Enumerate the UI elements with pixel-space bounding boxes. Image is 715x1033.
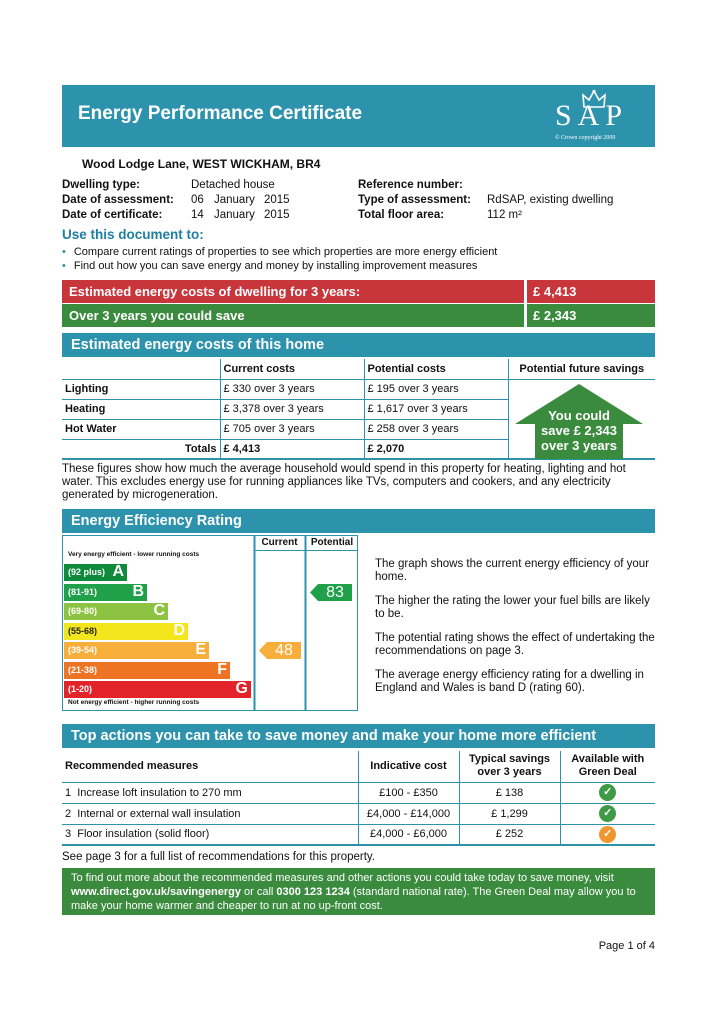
rating-band-g (64, 681, 251, 698)
totals-row: Totals £ 4,413 £ 2,070 (62, 439, 655, 459)
rating-band-a (64, 564, 127, 581)
sap-logo (551, 89, 641, 143)
col-current-costs: Current costs (220, 359, 364, 379)
rating-band-c (64, 603, 168, 620)
dwelling-type-label: Dwelling type: (62, 179, 140, 191)
current-rating-value: 48 (275, 642, 293, 659)
actions-table (62, 751, 655, 846)
col-typical-savings: Typical savings over 3 years (459, 751, 560, 782)
phone-number: 0300 123 1234 (276, 886, 350, 898)
band-range: (39-54) (68, 645, 98, 655)
savings-arrow: You could save £ 2,343 over 3 years (515, 384, 643, 459)
bullet-item: • Compare current ratings of properties to see which properties are more energy efficient (62, 246, 498, 258)
dwelling-type-value: Detached house (191, 179, 275, 191)
band-range: (81-91) (68, 586, 98, 597)
rating-band-e (64, 642, 209, 659)
certificate-date-label: Date of certificate: (62, 209, 163, 221)
bullet-icon: • (62, 246, 66, 258)
certificate-day: 14 (191, 209, 204, 221)
actions-section-title: Top actions you can take to save money and make your home more efficient (62, 724, 655, 748)
rating-text-1: The graph shows the current energy efficiency of your home. (375, 558, 650, 583)
rating-text-2: The higher the rating the lower your fuel bills are likely to be. (375, 595, 650, 620)
rating-bottom-note: Not energy efficient - higher running costs (68, 699, 200, 706)
current-rating-arrow (259, 642, 301, 659)
address: Wood Lodge Lane, WEST WICKHAM, BR4 (82, 157, 321, 171)
band-letter: G (235, 680, 248, 697)
cost-summary-bar (62, 280, 655, 303)
use-document-title: Use this document to: (62, 227, 204, 242)
rating-section-title: Energy Efficiency Rating (62, 509, 655, 533)
table-row: 3 Floor insulation (solid floor) £4,000 - £6,000 £ 252 ✓ (62, 824, 655, 845)
actions-footnote: See page 3 for a full list of recommendations for this property. (62, 851, 375, 863)
page-title: Energy Performance Certificate (78, 103, 363, 124)
bullet-item: • Find out how you can save energy and money by installing improvement measures (62, 260, 478, 272)
certificate-month: January (214, 209, 255, 221)
costs-section-title: Estimated energy costs of this home (62, 333, 655, 357)
certificate-year: 2015 (264, 209, 290, 221)
cost-summary-label: Estimated energy costs of dwelling for 3 years: (62, 280, 524, 303)
cost-summary-value: £ 4,413 (527, 280, 655, 303)
band-range: (69-80) (68, 606, 98, 616)
band-letter: C (153, 602, 165, 619)
assessment-type-value: RdSAP, existing dwelling (487, 194, 614, 206)
floor-area-value: 112 m² (487, 209, 522, 221)
save-summary-value: £ 2,343 (527, 304, 655, 327)
rating-col-current: Current (261, 537, 298, 548)
col-measures: Recommended measures (65, 760, 199, 773)
band-range: (21-38) (68, 664, 98, 675)
rating-band-d (64, 623, 188, 640)
assessment-day: 06 (191, 194, 204, 206)
header-bar (62, 85, 655, 147)
rating-text-4: The average energy efficiency rating for a dwelling in England and Wales is band D (rating 60). (375, 669, 644, 694)
table-row: Lighting £ 330 over 3 years £ 195 over 3 years (62, 379, 655, 399)
table-row: Heating £ 3,378 over 3 years £ 1,617 over 3 years (62, 399, 655, 419)
check-icon: ✓ (599, 805, 616, 822)
table-row: Hot Water £ 705 over 3 years £ 258 over 3 years (62, 419, 655, 439)
band-range: (1-20) (68, 684, 93, 694)
col-potential-costs: Potential costs (364, 359, 508, 379)
assessment-date-label: Date of assessment: (62, 194, 174, 206)
assessment-year: 2015 (264, 194, 290, 206)
sap-logo-text: SAP (555, 99, 629, 132)
bullet-icon: • (62, 260, 66, 272)
info-box: To find out more about the recommended measures and other actions you could take today to save money, visit www.direct.gov.uk/savingenergy or call 0300 123 1234 (standard national rate). The Green Deal may allow you to make your home warmer and cheaper to run at no up-front cost. (62, 868, 655, 915)
rating-text-3: The potential rating shows the effect of undertaking the recommendations on page 3. (375, 632, 655, 657)
rating-col-potential: Potential (310, 537, 354, 548)
floor-area-label: Total floor area: (358, 209, 445, 221)
costs-note: These figures show how much the average household would spend in this property for heating, lighting and hot water. This excludes energy use for running appliances like TVs, computers and cookers, and any electricity generated by microgeneration. (62, 463, 626, 501)
potential-rating-value: 83 (326, 583, 344, 601)
page-number: Page 1 of 4 (598, 940, 655, 952)
check-icon: ✓ (599, 784, 616, 801)
band-letter: A (112, 563, 124, 580)
band-letter: D (173, 621, 185, 639)
col-green-deal: Available with Green Deal (560, 751, 655, 782)
table-row: 1 Increase loft insulation to 270 mm £100 - £350 £ 138 ✓ (62, 782, 655, 803)
reference-label: Reference number: (358, 179, 463, 191)
band-range: (55-68) (68, 625, 98, 636)
rating-top-note: Very energy efficient - lower running costs (68, 551, 200, 558)
col-indicative-cost: Indicative cost (358, 751, 459, 782)
save-summary-bar (62, 304, 655, 327)
rating-band-b (64, 584, 147, 601)
assessment-month: January (214, 194, 255, 206)
check-icon: ✓ (599, 826, 616, 843)
potential-rating-arrow (310, 584, 352, 601)
band-letter: E (195, 641, 206, 658)
copyright-text: © Crown copyright 2009 (555, 135, 616, 141)
rating-chart (62, 535, 358, 711)
rating-band-f (64, 662, 230, 679)
assessment-type-label: Type of assessment: (358, 194, 471, 206)
band-letter: B (132, 582, 144, 600)
table-row: 2 Internal or external wall insulation £4,000 - £14,000 £ 1,299 ✓ (62, 803, 655, 824)
band-range: (92 plus) (68, 567, 106, 577)
save-summary-label: Over 3 years you could save (62, 304, 524, 327)
col-future-savings: Potential future savings (508, 359, 655, 379)
savingenergy-link[interactable]: www.direct.gov.uk/savingenergy (71, 886, 241, 898)
band-letter: F (217, 660, 227, 678)
